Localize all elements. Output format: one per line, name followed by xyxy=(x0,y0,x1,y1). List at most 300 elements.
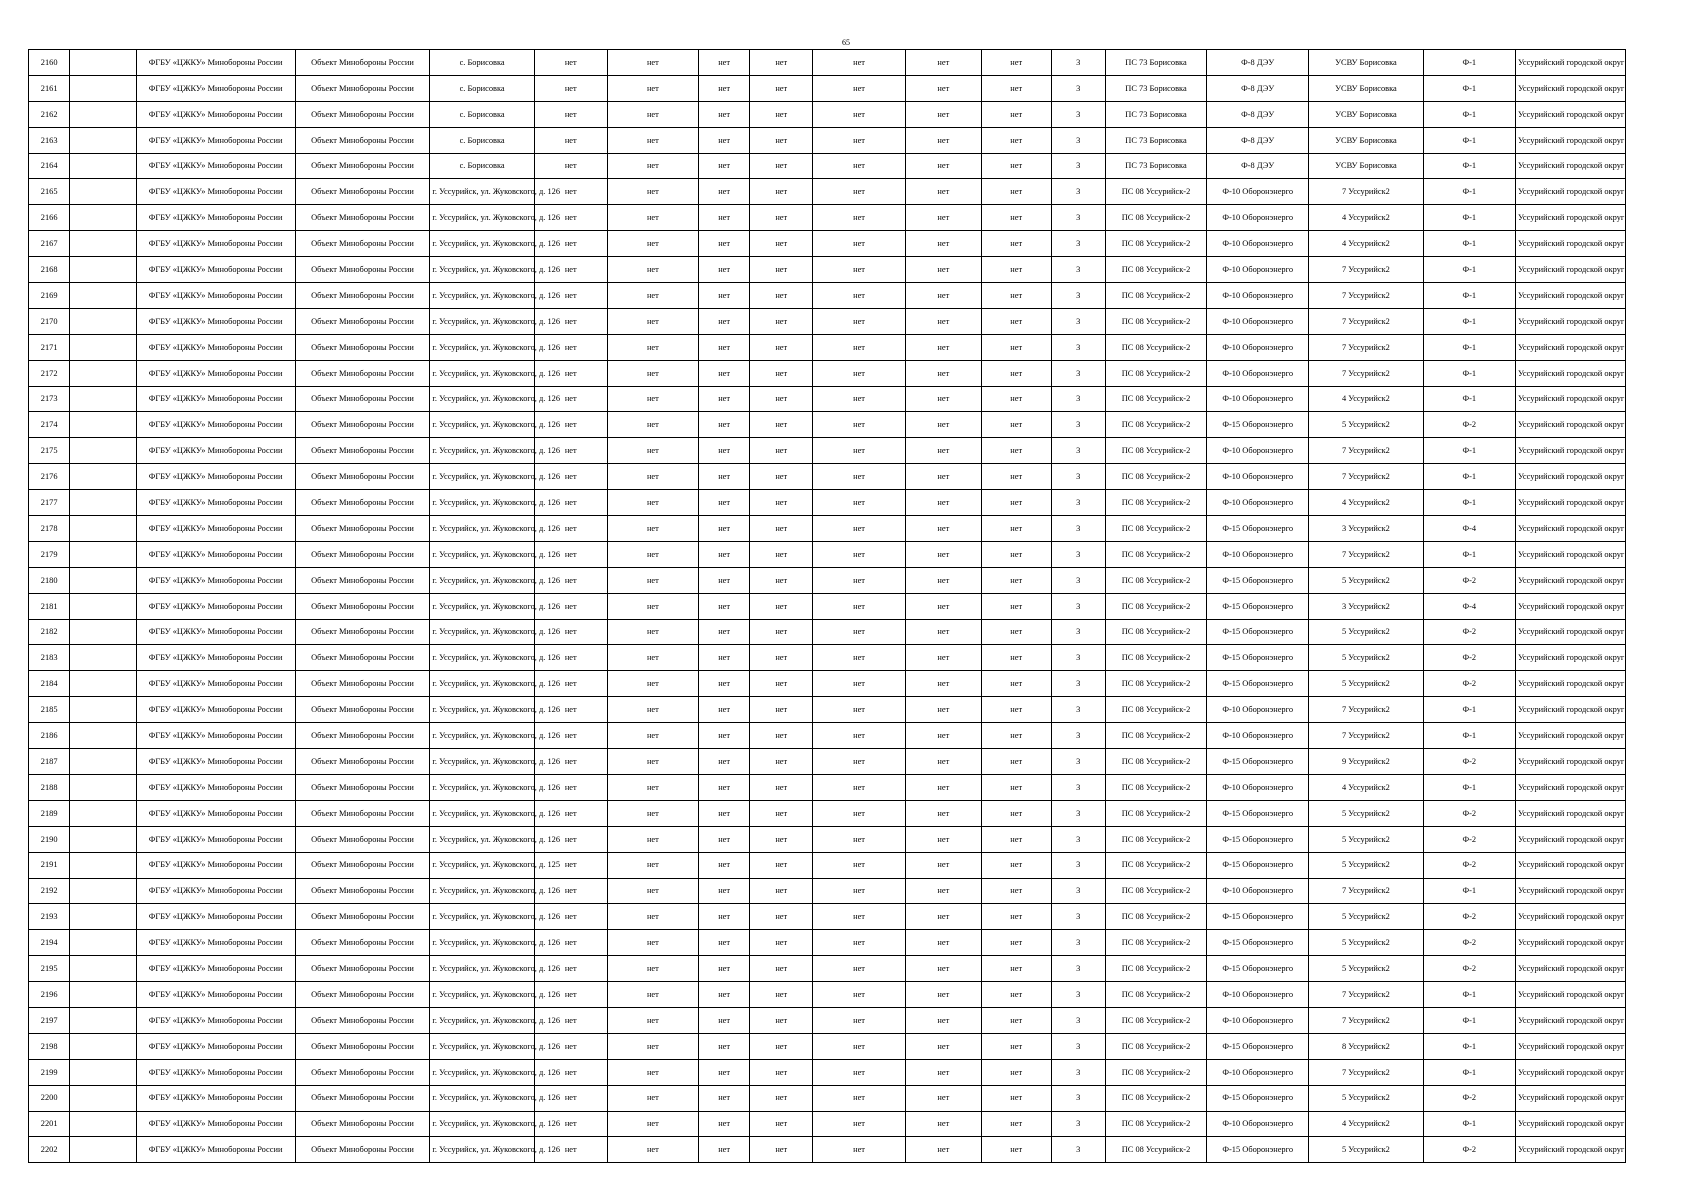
outage-objects-table xyxy=(28,49,1626,1163)
category-cell: 3 xyxy=(1051,671,1105,697)
flag-cell-2: нет xyxy=(607,179,698,205)
line-feeder-cell: Ф-2 xyxy=(1423,930,1515,956)
flag-cell-4: нет xyxy=(750,541,813,567)
organization-cell: ФГБУ «ЦЖКУ» Минобороны России xyxy=(136,956,295,982)
category-cell: 3 xyxy=(1051,464,1105,490)
flag-cell-2: нет xyxy=(607,438,698,464)
table-row xyxy=(29,127,1626,153)
flag-cell-5: нет xyxy=(813,1137,905,1163)
address-cell: г. Уссурийск, ул. Жуковского, д. 126 xyxy=(430,697,534,723)
organization-cell: ФГБУ «ЦЖКУ» Минобороны России xyxy=(136,749,295,775)
address-cell: г. Уссурийск, ул. Жуковского, д. 126 xyxy=(430,179,534,205)
substation-cell: ПС 08 Уссурийск-2 xyxy=(1105,982,1206,1008)
blank-cell xyxy=(70,283,136,309)
flag-cell-5: нет xyxy=(813,153,905,179)
flag-cell-7: нет xyxy=(981,749,1051,775)
flag-cell-2: нет xyxy=(607,386,698,412)
category-cell: 3 xyxy=(1051,723,1105,749)
flag-cell-5: нет xyxy=(813,800,905,826)
flag-cell-7: нет xyxy=(981,75,1051,101)
organization-cell: ФГБУ «ЦЖКУ» Минобороны России xyxy=(136,127,295,153)
flag-cell-1: нет xyxy=(534,982,607,1008)
municipality-cell: Уссурийский городской округ xyxy=(1516,930,1626,956)
organization-cell: ФГБУ «ЦЖКУ» Минобороны России xyxy=(136,205,295,231)
municipality-cell: Уссурийский городской округ xyxy=(1516,464,1626,490)
row-number: 2175 xyxy=(29,438,70,464)
substation-cell: ПС 08 Уссурийск-2 xyxy=(1105,490,1206,516)
flag-cell-6: нет xyxy=(905,723,981,749)
flag-cell-3: нет xyxy=(699,360,750,386)
organization-cell: ФГБУ «ЦЖКУ» Минобороны России xyxy=(136,1137,295,1163)
object-type-cell: Объект Минобороны России xyxy=(295,127,430,153)
flag-cell-1: нет xyxy=(534,1059,607,1085)
flag-cell-4: нет xyxy=(750,956,813,982)
table-row xyxy=(29,464,1626,490)
flag-cell-1: нет xyxy=(534,1033,607,1059)
flag-cell-1: нет xyxy=(534,930,607,956)
flag-cell-5: нет xyxy=(813,826,905,852)
object-type-cell: Объект Минобороны России xyxy=(295,75,430,101)
municipality-cell: Уссурийский городской округ xyxy=(1516,671,1626,697)
flag-cell-5: нет xyxy=(813,179,905,205)
category-cell: 3 xyxy=(1051,1085,1105,1111)
flag-cell-1: нет xyxy=(534,101,607,127)
object-type-cell: Объект Минобороны России xyxy=(295,257,430,283)
address-cell: г. Уссурийск, ул. Жуковского, д. 126 xyxy=(430,205,534,231)
flag-cell-7: нет xyxy=(981,619,1051,645)
municipality-cell: Уссурийский городской округ xyxy=(1516,878,1626,904)
row-number: 2178 xyxy=(29,516,70,542)
substation-cell: ПС 73 Борисовка xyxy=(1105,127,1206,153)
flag-cell-3: нет xyxy=(699,982,750,1008)
flag-cell-5: нет xyxy=(813,697,905,723)
line-feeder-cell: Ф-2 xyxy=(1423,826,1515,852)
row-number: 2184 xyxy=(29,671,70,697)
category-cell: 3 xyxy=(1051,930,1105,956)
distribution-point-cell: 7 Уссурийск2 xyxy=(1309,308,1423,334)
organization-cell: ФГБУ «ЦЖКУ» Минобороны России xyxy=(136,412,295,438)
municipality-cell: Уссурийский городской округ xyxy=(1516,257,1626,283)
feeder-cell: Ф-8 ДЭУ xyxy=(1207,127,1309,153)
flag-cell-4: нет xyxy=(750,205,813,231)
substation-cell: ПС 08 Уссурийск-2 xyxy=(1105,412,1206,438)
row-number: 2171 xyxy=(29,334,70,360)
flag-cell-5: нет xyxy=(813,283,905,309)
feeder-cell: Ф-15 Оборонэнерго xyxy=(1207,516,1309,542)
flag-cell-4: нет xyxy=(750,671,813,697)
substation-cell: ПС 08 Уссурийск-2 xyxy=(1105,593,1206,619)
flag-cell-6: нет xyxy=(905,50,981,76)
flag-cell-6: нет xyxy=(905,205,981,231)
category-cell: 3 xyxy=(1051,412,1105,438)
feeder-cell: Ф-15 Оборонэнерго xyxy=(1207,956,1309,982)
substation-cell: ПС 08 Уссурийск-2 xyxy=(1105,1059,1206,1085)
blank-cell xyxy=(70,593,136,619)
flag-cell-1: нет xyxy=(534,179,607,205)
substation-cell: ПС 08 Уссурийск-2 xyxy=(1105,283,1206,309)
category-cell: 3 xyxy=(1051,852,1105,878)
flag-cell-6: нет xyxy=(905,1085,981,1111)
row-number: 2163 xyxy=(29,127,70,153)
municipality-cell: Уссурийский городской округ xyxy=(1516,101,1626,127)
object-type-cell: Объект Минобороны России xyxy=(295,308,430,334)
blank-cell xyxy=(70,1033,136,1059)
flag-cell-1: нет xyxy=(534,283,607,309)
flag-cell-5: нет xyxy=(813,1033,905,1059)
flag-cell-1: нет xyxy=(534,1085,607,1111)
flag-cell-7: нет xyxy=(981,412,1051,438)
flag-cell-5: нет xyxy=(813,308,905,334)
row-number: 2173 xyxy=(29,386,70,412)
row-number: 2169 xyxy=(29,283,70,309)
object-type-cell: Объект Минобороны России xyxy=(295,774,430,800)
distribution-point-cell: 7 Уссурийск2 xyxy=(1309,179,1423,205)
flag-cell-1: нет xyxy=(534,75,607,101)
feeder-cell: Ф-15 Оборонэнерго xyxy=(1207,749,1309,775)
row-number: 2160 xyxy=(29,50,70,76)
table-row xyxy=(29,567,1626,593)
feeder-cell: Ф-10 Оборонэнерго xyxy=(1207,438,1309,464)
flag-cell-4: нет xyxy=(750,1137,813,1163)
blank-cell xyxy=(70,852,136,878)
flag-cell-1: нет xyxy=(534,1111,607,1137)
table-row xyxy=(29,1007,1626,1033)
blank-cell xyxy=(70,50,136,76)
line-feeder-cell: Ф-1 xyxy=(1423,878,1515,904)
line-feeder-cell: Ф-1 xyxy=(1423,386,1515,412)
flag-cell-1: нет xyxy=(534,904,607,930)
address-cell: г. Уссурийск, ул. Жуковского, д. 126 xyxy=(430,1085,534,1111)
flag-cell-3: нет xyxy=(699,334,750,360)
feeder-cell: Ф-10 Оборонэнерго xyxy=(1207,283,1309,309)
flag-cell-3: нет xyxy=(699,800,750,826)
substation-cell: ПС 08 Уссурийск-2 xyxy=(1105,671,1206,697)
flag-cell-6: нет xyxy=(905,386,981,412)
substation-cell: ПС 08 Уссурийск-2 xyxy=(1105,697,1206,723)
substation-cell: ПС 08 Уссурийск-2 xyxy=(1105,541,1206,567)
organization-cell: ФГБУ «ЦЖКУ» Минобороны России xyxy=(136,774,295,800)
flag-cell-4: нет xyxy=(750,179,813,205)
row-number: 2176 xyxy=(29,464,70,490)
flag-cell-4: нет xyxy=(750,75,813,101)
category-cell: 3 xyxy=(1051,982,1105,1008)
category-cell: 3 xyxy=(1051,645,1105,671)
flag-cell-7: нет xyxy=(981,153,1051,179)
feeder-cell: Ф-10 Оборонэнерго xyxy=(1207,179,1309,205)
blank-cell xyxy=(70,412,136,438)
municipality-cell: Уссурийский городской округ xyxy=(1516,283,1626,309)
flag-cell-3: нет xyxy=(699,516,750,542)
flag-cell-5: нет xyxy=(813,464,905,490)
object-type-cell: Объект Минобороны России xyxy=(295,904,430,930)
substation-cell: ПС 08 Уссурийск-2 xyxy=(1105,205,1206,231)
category-cell: 3 xyxy=(1051,774,1105,800)
flag-cell-4: нет xyxy=(750,878,813,904)
flag-cell-2: нет xyxy=(607,956,698,982)
flag-cell-1: нет xyxy=(534,205,607,231)
flag-cell-6: нет xyxy=(905,127,981,153)
flag-cell-5: нет xyxy=(813,878,905,904)
address-cell: г. Уссурийск, ул. Жуковского, д. 126 xyxy=(430,1137,534,1163)
flag-cell-4: нет xyxy=(750,308,813,334)
flag-cell-1: нет xyxy=(534,852,607,878)
blank-cell xyxy=(70,1085,136,1111)
distribution-point-cell: 5 Уссурийск2 xyxy=(1309,826,1423,852)
address-cell: г. Уссурийск, ул. Жуковского, д. 126 xyxy=(430,308,534,334)
flag-cell-6: нет xyxy=(905,774,981,800)
line-feeder-cell: Ф-1 xyxy=(1423,1007,1515,1033)
row-number: 2192 xyxy=(29,878,70,904)
flag-cell-6: нет xyxy=(905,1059,981,1085)
line-feeder-cell: Ф-1 xyxy=(1423,283,1515,309)
flag-cell-4: нет xyxy=(750,749,813,775)
feeder-cell: Ф-15 Оборонэнерго xyxy=(1207,619,1309,645)
flag-cell-4: нет xyxy=(750,412,813,438)
flag-cell-4: нет xyxy=(750,904,813,930)
table-row xyxy=(29,1033,1626,1059)
blank-cell xyxy=(70,541,136,567)
municipality-cell: Уссурийский городской округ xyxy=(1516,982,1626,1008)
flag-cell-6: нет xyxy=(905,826,981,852)
row-number: 2183 xyxy=(29,645,70,671)
flag-cell-7: нет xyxy=(981,438,1051,464)
distribution-point-cell: 3 Уссурийск2 xyxy=(1309,516,1423,542)
object-type-cell: Объект Минобороны России xyxy=(295,826,430,852)
organization-cell: ФГБУ «ЦЖКУ» Минобороны России xyxy=(136,800,295,826)
row-number: 2162 xyxy=(29,101,70,127)
flag-cell-6: нет xyxy=(905,982,981,1008)
organization-cell: ФГБУ «ЦЖКУ» Минобороны России xyxy=(136,438,295,464)
flag-cell-5: нет xyxy=(813,982,905,1008)
flag-cell-2: нет xyxy=(607,878,698,904)
line-feeder-cell: Ф-2 xyxy=(1423,645,1515,671)
flag-cell-2: нет xyxy=(607,852,698,878)
address-cell: г. Уссурийск, ул. Жуковского, д. 126 xyxy=(430,464,534,490)
line-feeder-cell: Ф-2 xyxy=(1423,956,1515,982)
object-type-cell: Объект Минобороны России xyxy=(295,1111,430,1137)
flag-cell-6: нет xyxy=(905,490,981,516)
address-cell: г. Уссурийск, ул. Жуковского, д. 126 xyxy=(430,723,534,749)
blank-cell xyxy=(70,619,136,645)
row-number: 2177 xyxy=(29,490,70,516)
row-number: 2186 xyxy=(29,723,70,749)
flag-cell-1: нет xyxy=(534,723,607,749)
flag-cell-5: нет xyxy=(813,101,905,127)
row-number: 2197 xyxy=(29,1007,70,1033)
flag-cell-6: нет xyxy=(905,800,981,826)
category-cell: 3 xyxy=(1051,1137,1105,1163)
distribution-point-cell: 5 Уссурийск2 xyxy=(1309,412,1423,438)
flag-cell-6: нет xyxy=(905,438,981,464)
flag-cell-7: нет xyxy=(981,50,1051,76)
flag-cell-4: нет xyxy=(750,127,813,153)
substation-cell: ПС 08 Уссурийск-2 xyxy=(1105,723,1206,749)
organization-cell: ФГБУ «ЦЖКУ» Минобороны России xyxy=(136,852,295,878)
distribution-point-cell: УСВУ Борисовка xyxy=(1309,101,1423,127)
distribution-point-cell: 5 Уссурийск2 xyxy=(1309,852,1423,878)
flag-cell-7: нет xyxy=(981,308,1051,334)
table-row xyxy=(29,593,1626,619)
feeder-cell: Ф-10 Оборонэнерго xyxy=(1207,231,1309,257)
table-row xyxy=(29,723,1626,749)
address-cell: г. Уссурийск, ул. Жуковского, д. 126 xyxy=(430,800,534,826)
flag-cell-6: нет xyxy=(905,645,981,671)
object-type-cell: Объект Минобороны России xyxy=(295,283,430,309)
organization-cell: ФГБУ «ЦЖКУ» Минобороны России xyxy=(136,826,295,852)
line-feeder-cell: Ф-1 xyxy=(1423,360,1515,386)
flag-cell-1: нет xyxy=(534,774,607,800)
flag-cell-2: нет xyxy=(607,645,698,671)
flag-cell-2: нет xyxy=(607,1111,698,1137)
substation-cell: ПС 08 Уссурийск-2 xyxy=(1105,774,1206,800)
line-feeder-cell: Ф-2 xyxy=(1423,567,1515,593)
flag-cell-3: нет xyxy=(699,1137,750,1163)
flag-cell-3: нет xyxy=(699,541,750,567)
flag-cell-1: нет xyxy=(534,412,607,438)
table-row xyxy=(29,904,1626,930)
blank-cell xyxy=(70,438,136,464)
organization-cell: ФГБУ «ЦЖКУ» Минобороны России xyxy=(136,231,295,257)
address-cell: г. Уссурийск, ул. Жуковского, д. 126 xyxy=(430,490,534,516)
category-cell: 3 xyxy=(1051,800,1105,826)
flag-cell-6: нет xyxy=(905,541,981,567)
organization-cell: ФГБУ «ЦЖКУ» Минобороны России xyxy=(136,101,295,127)
object-type-cell: Объект Минобороны России xyxy=(295,412,430,438)
address-cell: г. Уссурийск, ул. Жуковского, д. 126 xyxy=(430,567,534,593)
category-cell: 3 xyxy=(1051,360,1105,386)
flag-cell-1: нет xyxy=(534,878,607,904)
municipality-cell: Уссурийский городской округ xyxy=(1516,334,1626,360)
organization-cell: ФГБУ «ЦЖКУ» Минобороны России xyxy=(136,1033,295,1059)
municipality-cell: Уссурийский городской округ xyxy=(1516,541,1626,567)
flag-cell-6: нет xyxy=(905,697,981,723)
substation-cell: ПС 08 Уссурийск-2 xyxy=(1105,386,1206,412)
flag-cell-6: нет xyxy=(905,1111,981,1137)
blank-cell xyxy=(70,956,136,982)
flag-cell-2: нет xyxy=(607,697,698,723)
flag-cell-1: нет xyxy=(534,308,607,334)
row-number: 2179 xyxy=(29,541,70,567)
object-type-cell: Объект Минобороны России xyxy=(295,982,430,1008)
feeder-cell: Ф-15 Оборонэнерго xyxy=(1207,645,1309,671)
municipality-cell: Уссурийский городской округ xyxy=(1516,956,1626,982)
address-cell: г. Уссурийск, ул. Жуковского, д. 126 xyxy=(430,878,534,904)
organization-cell: ФГБУ «ЦЖКУ» Минобороны России xyxy=(136,308,295,334)
flag-cell-3: нет xyxy=(699,826,750,852)
category-cell: 3 xyxy=(1051,205,1105,231)
table-row xyxy=(29,852,1626,878)
object-type-cell: Объект Минобороны России xyxy=(295,956,430,982)
flag-cell-6: нет xyxy=(905,516,981,542)
row-number: 2168 xyxy=(29,257,70,283)
distribution-point-cell: 7 Уссурийск2 xyxy=(1309,360,1423,386)
table-row xyxy=(29,982,1626,1008)
flag-cell-2: нет xyxy=(607,127,698,153)
object-type-cell: Объект Минобороны России xyxy=(295,930,430,956)
flag-cell-7: нет xyxy=(981,541,1051,567)
address-cell: г. Уссурийск, ул. Жуковского, д. 126 xyxy=(430,360,534,386)
flag-cell-4: нет xyxy=(750,1007,813,1033)
flag-cell-2: нет xyxy=(607,516,698,542)
table-row xyxy=(29,826,1626,852)
blank-cell xyxy=(70,334,136,360)
table-row xyxy=(29,283,1626,309)
flag-cell-4: нет xyxy=(750,257,813,283)
address-cell: г. Уссурийск, ул. Жуковского, д. 126 xyxy=(430,334,534,360)
table-row xyxy=(29,697,1626,723)
category-cell: 3 xyxy=(1051,283,1105,309)
flag-cell-7: нет xyxy=(981,334,1051,360)
flag-cell-1: нет xyxy=(534,231,607,257)
municipality-cell: Уссурийский городской округ xyxy=(1516,723,1626,749)
distribution-point-cell: 5 Уссурийск2 xyxy=(1309,567,1423,593)
line-feeder-cell: Ф-4 xyxy=(1423,516,1515,542)
organization-cell: ФГБУ «ЦЖКУ» Минобороны России xyxy=(136,878,295,904)
substation-cell: ПС 08 Уссурийск-2 xyxy=(1105,749,1206,775)
table-row xyxy=(29,101,1626,127)
feeder-cell: Ф-10 Оборонэнерго xyxy=(1207,257,1309,283)
municipality-cell: Уссурийский городской округ xyxy=(1516,516,1626,542)
flag-cell-3: нет xyxy=(699,308,750,334)
object-type-cell: Объект Минобороны России xyxy=(295,645,430,671)
row-number: 2164 xyxy=(29,153,70,179)
flag-cell-6: нет xyxy=(905,75,981,101)
object-type-cell: Объект Минобороны России xyxy=(295,334,430,360)
category-cell: 3 xyxy=(1051,490,1105,516)
flag-cell-6: нет xyxy=(905,179,981,205)
blank-cell xyxy=(70,516,136,542)
substation-cell: ПС 08 Уссурийск-2 xyxy=(1105,645,1206,671)
flag-cell-5: нет xyxy=(813,516,905,542)
object-type-cell: Объект Минобороны России xyxy=(295,723,430,749)
object-type-cell: Объект Минобороны России xyxy=(295,800,430,826)
flag-cell-2: нет xyxy=(607,283,698,309)
flag-cell-3: нет xyxy=(699,930,750,956)
table-row xyxy=(29,930,1626,956)
object-type-cell: Объект Минобороны России xyxy=(295,50,430,76)
flag-cell-3: нет xyxy=(699,231,750,257)
flag-cell-1: нет xyxy=(534,800,607,826)
feeder-cell: Ф-10 Оборонэнерго xyxy=(1207,464,1309,490)
flag-cell-4: нет xyxy=(750,645,813,671)
line-feeder-cell: Ф-2 xyxy=(1423,1085,1515,1111)
object-type-cell: Объект Минобороны России xyxy=(295,1033,430,1059)
organization-cell: ФГБУ «ЦЖКУ» Минобороны России xyxy=(136,723,295,749)
flag-cell-6: нет xyxy=(905,360,981,386)
address-cell: г. Уссурийск, ул. Жуковского, д. 126 xyxy=(430,982,534,1008)
blank-cell xyxy=(70,723,136,749)
distribution-point-cell: 5 Уссурийск2 xyxy=(1309,956,1423,982)
flag-cell-3: нет xyxy=(699,1111,750,1137)
flag-cell-3: нет xyxy=(699,956,750,982)
distribution-point-cell: 7 Уссурийск2 xyxy=(1309,697,1423,723)
organization-cell: ФГБУ «ЦЖКУ» Минобороны России xyxy=(136,257,295,283)
flag-cell-5: нет xyxy=(813,75,905,101)
feeder-cell: Ф-10 Оборонэнерго xyxy=(1207,982,1309,1008)
category-cell: 3 xyxy=(1051,826,1105,852)
flag-cell-2: нет xyxy=(607,723,698,749)
feeder-cell: Ф-8 ДЭУ xyxy=(1207,101,1309,127)
blank-cell xyxy=(70,257,136,283)
distribution-point-cell: 7 Уссурийск2 xyxy=(1309,438,1423,464)
category-cell: 3 xyxy=(1051,593,1105,619)
flag-cell-7: нет xyxy=(981,567,1051,593)
flag-cell-3: нет xyxy=(699,1007,750,1033)
object-type-cell: Объект Минобороны России xyxy=(295,852,430,878)
feeder-cell: Ф-10 Оборонэнерго xyxy=(1207,774,1309,800)
flag-cell-6: нет xyxy=(905,878,981,904)
line-feeder-cell: Ф-1 xyxy=(1423,541,1515,567)
